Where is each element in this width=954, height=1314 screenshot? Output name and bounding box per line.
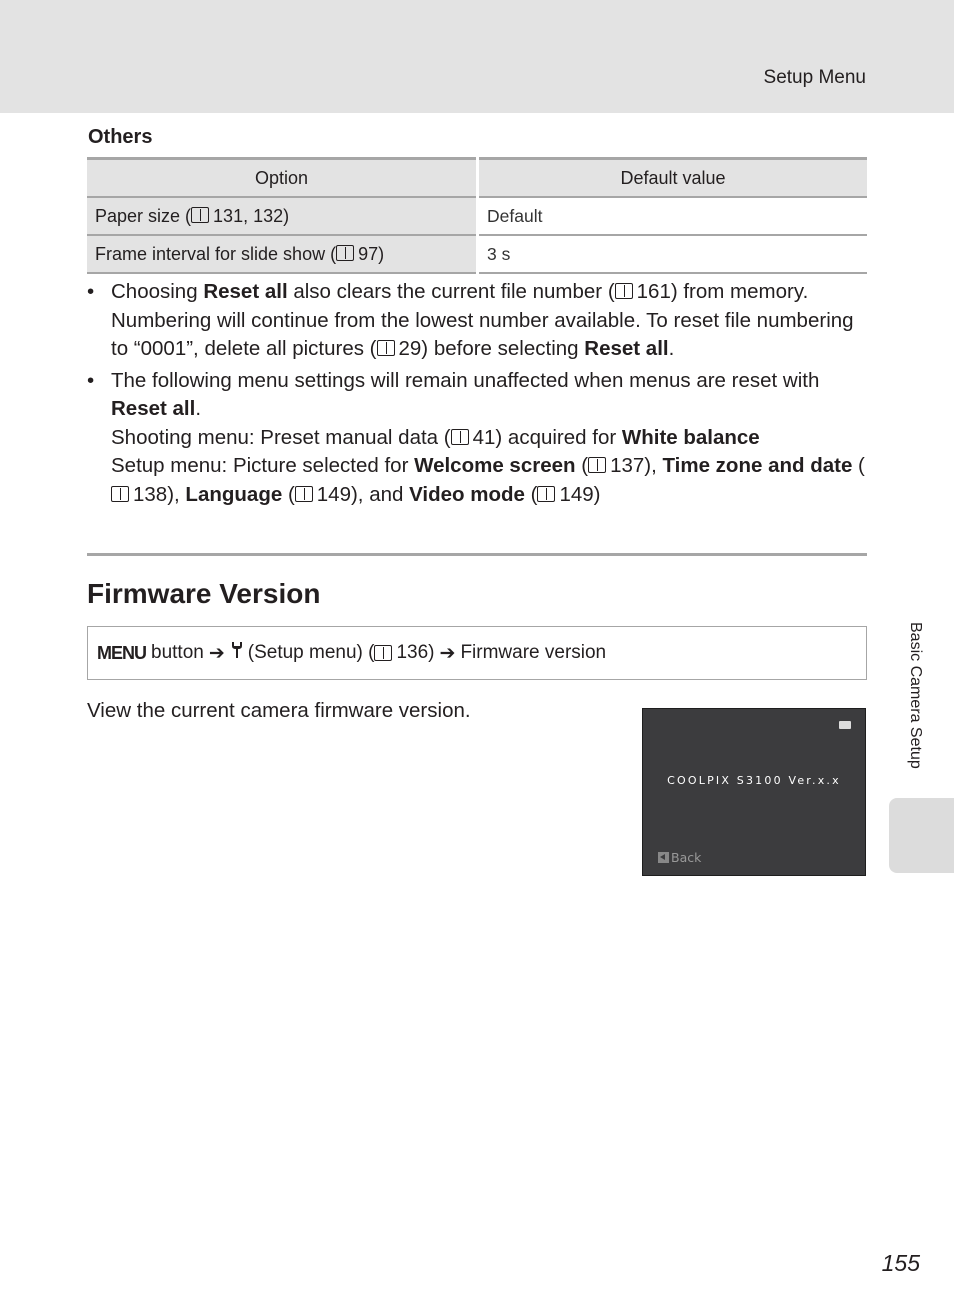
list-item (87, 367, 867, 510)
note-text: Choosing Reset all also clears the current file number ( 161) from memory. Numbering will continue from the lowest number available. To reset file numbering to “0001”, delete all pictures ( 29) before selecting Reset all. (111, 280, 854, 360)
page-number: 155 (881, 1250, 920, 1276)
default-cell: 3 s (478, 235, 868, 273)
camera-screen (642, 708, 866, 876)
table-row (87, 235, 867, 273)
others-heading: Others (88, 126, 153, 148)
page-reference-icon (295, 486, 313, 502)
page-reference-icon (615, 283, 633, 299)
page-reference-icon (374, 645, 392, 661)
back-arrow-icon (658, 852, 669, 863)
page-reference-icon (588, 457, 606, 473)
arrow-right-icon: ➔ (208, 642, 225, 664)
page-reference-icon (377, 340, 395, 356)
bullet-icon: • (87, 280, 95, 303)
default-cell: Default (478, 197, 868, 235)
column-header-option: Option (87, 159, 478, 198)
battery-icon (839, 721, 851, 729)
section-divider (87, 553, 867, 556)
back-button: Back (658, 850, 701, 865)
menu-path-box: MENU button ➔ (Setup menu) ( 136) ➔ Firmware version (87, 626, 867, 680)
list-item (87, 278, 867, 364)
chapter-label: Basic Camera Setup (907, 622, 924, 769)
running-head: Setup Menu (763, 67, 866, 88)
page-reference-icon (537, 486, 555, 502)
arrow-right-icon: ➔ (439, 642, 456, 664)
option-cell: Paper size ( 131, 132) (87, 197, 478, 235)
others-table (87, 157, 867, 274)
page-reference-icon (111, 486, 129, 502)
table-row (87, 197, 867, 235)
wrench-icon (230, 641, 244, 665)
column-header-default: Default value (478, 159, 868, 198)
note-text: The following menu settings will remain unaffected when menus are reset with Reset all. (111, 368, 820, 420)
page-title: Firmware Version (87, 578, 321, 609)
header-band (0, 0, 954, 113)
note-setup-menu: Setup menu: Picture selected for Welcome screen ( 137), Time zone and date (138), Language ( 149), and Video mode ( 149) (111, 454, 865, 506)
notes-list (87, 278, 867, 512)
note-shooting-menu: Shooting menu: Preset manual data ( 41) acquired for White balance (111, 425, 760, 449)
page-reference-icon (451, 429, 469, 445)
option-cell: Frame interval for slide show ( 97) (87, 235, 478, 273)
description-text: View the current camera firmware version. (87, 699, 471, 722)
page-reference-icon (336, 245, 354, 261)
menu-button-icon: MENU (97, 642, 146, 663)
chapter-tab (889, 798, 954, 873)
table-header-row (87, 159, 867, 198)
bullet-icon: • (87, 368, 95, 392)
page-reference-icon (191, 207, 209, 223)
firmware-version-text: COOLPIX S3100 Ver.x.x (667, 774, 841, 787)
